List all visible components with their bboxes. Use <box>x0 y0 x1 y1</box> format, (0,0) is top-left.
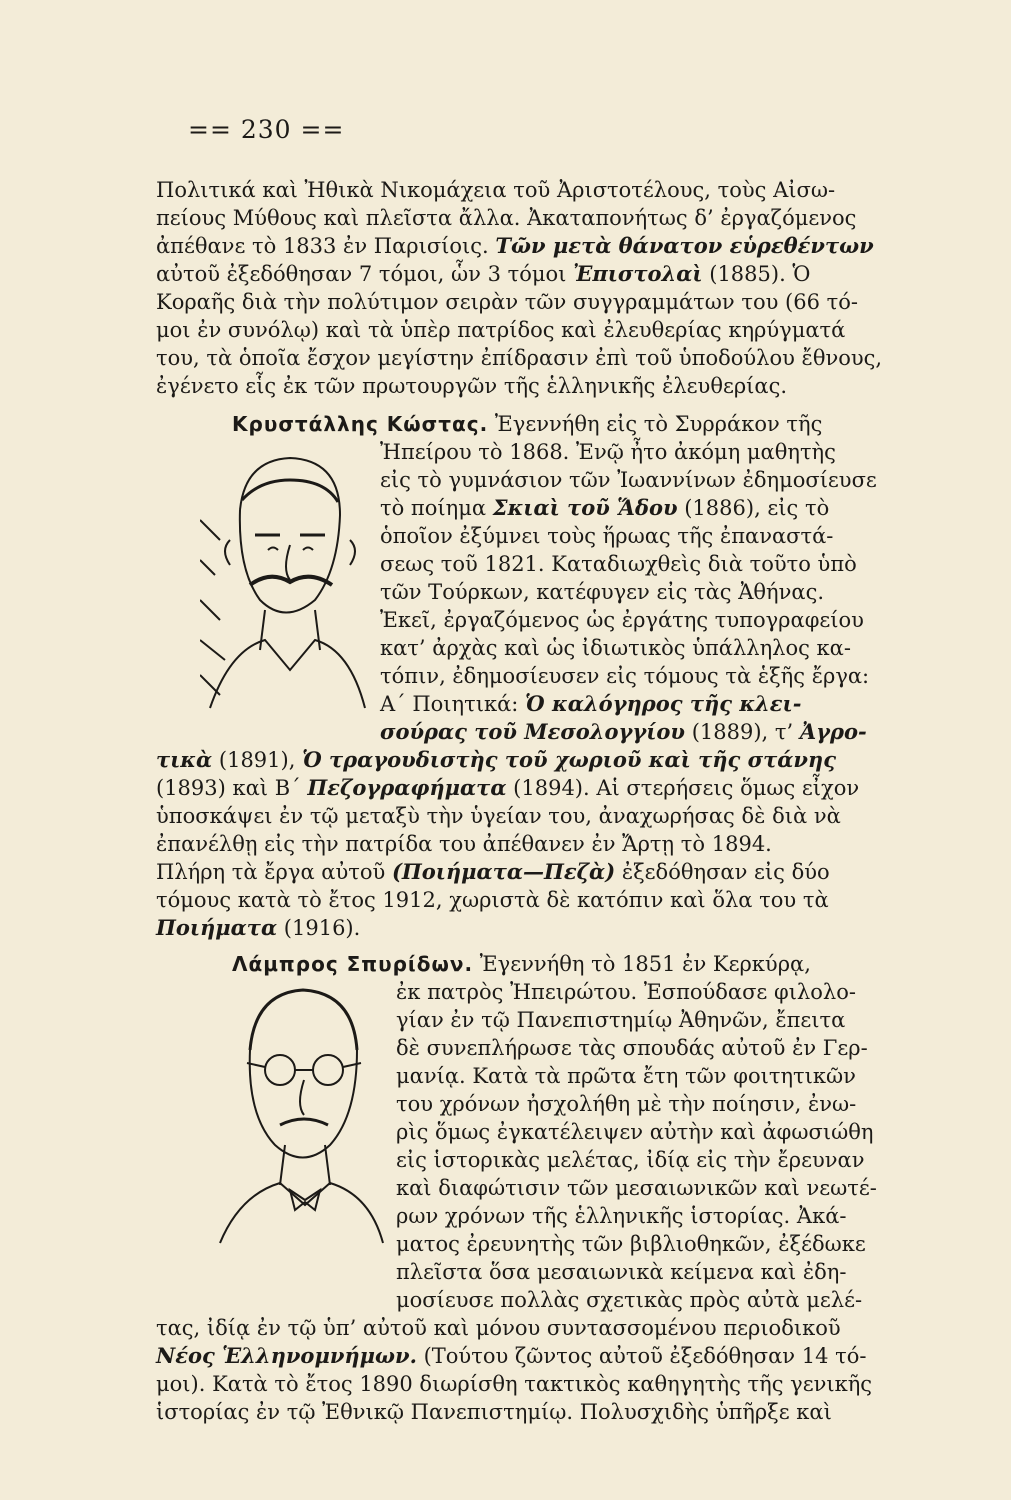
text-line: πείους Μύθους καὶ πλεῖστα ἄλλα. Ἀκαταπονήτως δ’ ἐργαζόμενος <box>156 206 857 230</box>
text-line: τόμους κατὰ τὸ ἔτος 1912, χωριστὰ δὲ κατόπιν καὶ ὅλα του τὰ <box>156 888 829 912</box>
text-line: ὑποσκάψει ἐν τῷ μεταξὺ τὴν ὑγείαν του, ἀναχωρήσας δὲ διὰ νὰ <box>156 804 841 828</box>
entry-name-lambros: Λάμπρος Σπυρίδων. <box>232 952 474 976</box>
text-line: Α´ Ποιητικά: Ὁ καλόγηρος τῆς κλει- <box>380 691 802 716</box>
entry-lambros-line: Λάμπρος Σπυρίδων. Ἐγεννήθη τὸ 1851 ἐν Κερκύρᾳ, <box>232 952 811 976</box>
text-line: εἰς τὸ γυμνάσιον τῶν Ἰωαννίνων ἐδημοσίευσε <box>380 468 877 492</box>
text-line: ὁποῖον ἐξύμνει τοὺς ἥρωας τῆς ἐπαναστά- <box>380 524 834 548</box>
text-line: τόπιν, ἐδημοσίευσεν εἰς τόμους τὰ ἑξῆς ἔργα: <box>380 664 870 688</box>
text-line: Κοραῆς διὰ τὴν πολύτιμον σειρὰν τῶν συγγραμμάτων του (66 τό- <box>156 290 858 314</box>
text-line: Πλήρη τὰ ἔργα αὐτοῦ (Ποιήματα—Πεζὰ) ἐξεδόθησαν εἰς δύο <box>156 859 830 884</box>
text-line: σεως τοῦ 1821. Καταδιωχθεὶς διὰ τοῦτο ὑπὸ <box>380 552 857 576</box>
text-line: ἐγένετο εἷς ἐκ τῶν πρωτουργῶν τῆς ἑλληνικῆς ἐλευθερίας. <box>156 374 788 398</box>
text-line: γίαν ἐν τῷ Πανεπιστημίῳ Ἀθηνῶν, ἔπειτα <box>396 1008 846 1032</box>
text-line: του χρόνων ἠσχολήθη μὲ τὴν ποίησιν, ἐνω- <box>396 1092 857 1116</box>
text-line: μοι ἐν συνόλῳ) καὶ τὰ ὑπὲρ πατρίδος καὶ ἐλευθερίας κηρύγματά <box>156 318 846 342</box>
text-line: ρὶς ὅμως ἐγκατέλειψεν αὐτὴν καὶ ἀφωσιώθη <box>396 1120 874 1144</box>
text-line: Πολιτικά καὶ Ἠθικὰ Νικομάχεια τοῦ Ἀριστοτέλους, τοὺς Αἰσω- <box>156 178 836 202</box>
text-line: μοι). Κατὰ τὸ ἔτος 1890 διωρίσθη τακτικὸς καθηγητὴς τῆς γενικῆς <box>156 1372 873 1396</box>
text-line: δὲ συνεπλήρωσε τὰς σπουδάς αὐτοῦ ἐν Γερ- <box>396 1036 868 1060</box>
text-line: τικὰ (1891), Ὁ τραγουδιστὴς τοῦ χωριοῦ καὶ τῆς στάνης <box>156 747 836 772</box>
portrait-krystallis <box>200 440 370 710</box>
portrait-lambros <box>215 975 385 1245</box>
page-number: == 230 == <box>188 115 345 144</box>
work-title-neos-ellinomnimon: Νέος Ἑλληνομνήμων. <box>156 1343 417 1368</box>
text-line: ματος ἐρευνητὴς τῶν βιβλιοθηκῶν, ἐξέδωκε <box>396 1232 866 1256</box>
text-line: ρων χρόνων τῆς ἑλληνικῆς ἱστορίας. Ἀκά- <box>396 1204 847 1228</box>
text-line: Νέος Ἑλληνομνήμων. (Τούτου ζῶντος αὐτοῦ ἐξεδόθησαν 14 τό- <box>156 1343 867 1368</box>
text-line: εἰς ἱστορικὰς μελέτας, ἰδίᾳ εἰς τὴν ἔρευναν <box>396 1148 865 1172</box>
text-line: ἐπανέλθῃ εἰς τὴν πατρίδα του ἀπέθανεν ἐν Ἄρτῃ τὸ 1894. <box>156 832 772 856</box>
entry-krystallis-line: Κρυστάλλης Κώστας. Ἐγεννήθη εἰς τὸ Συρράκον τῆς <box>232 412 823 436</box>
text-line: πλεῖστα ὅσα μεσαιωνικὰ κείμενα καὶ ἐδη- <box>396 1260 847 1284</box>
text-line: Ἠπείρου τὸ 1868. Ἐνῷ ἦτο ἀκόμη μαθητὴς <box>380 440 836 464</box>
text-line: του, τὰ ὁποῖα ἔσχον μεγίστην ἐπίδρασιν ἐπὶ τοῦ ὑποδούλου ἔθνους, <box>156 346 883 370</box>
text-line: (1893) καὶ Β´ Πεζογραφήματα (1894). Αἱ στερήσεις ὅμως εἶχον <box>156 775 860 800</box>
entry-name-krystallis: Κρυστάλλης Κώστας. <box>232 412 489 436</box>
text-line: μανίᾳ. Κατὰ τὰ πρῶτα ἔτη τῶν φοιτητικῶν <box>396 1064 856 1088</box>
text-line: τας, ἰδίᾳ ἐν τῷ ὑπ’ αὐτοῦ καὶ μόνου συντασσομένου περιοδικοῦ <box>156 1316 841 1340</box>
text-line: ἱστορίας ἐν τῷ Ἐθνικῷ Πανεπιστημίῳ. Πολυσχιδὴς ὑπῆρξε καὶ <box>156 1400 832 1424</box>
text-line: Ἐκεῖ, ἐργαζόμενος ὡς ἐργάτης τυπογραφείου <box>380 608 864 632</box>
text-line: αὐτοῦ ἐξεδόθησαν 7 τόμοι, ὧν 3 τόμοι Ἐπιστολαὶ (1885). Ὁ <box>156 261 811 286</box>
text-line: σούρας τοῦ Μεσολογγίου (1889), τ’ Ἀγρο- <box>380 719 867 744</box>
text-line: καὶ διαφώτισιν τῶν μεσαιωνικῶν καὶ νεωτέ- <box>396 1176 877 1200</box>
text-line: ἀπέθανε τὸ 1833 ἐν Παρισίοις. Τῶν μετὰ θάνατον εὑρεθέντων <box>156 233 874 258</box>
work-title-skiai: Σκιαὶ τοῦ Ἅδου <box>492 495 678 520</box>
text-line: ἐκ πατρὸς Ἠπειρώτου. Ἐσπούδασε φιλολο- <box>396 980 856 1004</box>
text-line: κατ’ ἀρχὰς καὶ ὡς ἰδιωτικὸς ὑπάλληλος κα- <box>380 636 851 660</box>
text-line: Ποιήματα (1916). <box>156 915 361 940</box>
text-line: τὸ ποίημα Σκιαὶ τοῦ Ἅδου (1886), εἰς τὸ <box>380 495 830 520</box>
text-line: τῶν Τούρκων, κατέφυγεν εἰς τὰς Ἀθήνας. <box>380 580 825 604</box>
text-line: μοσίευσε πολλὰς σχετικὰς πρὸς αὐτὰ μελέ- <box>396 1288 863 1312</box>
